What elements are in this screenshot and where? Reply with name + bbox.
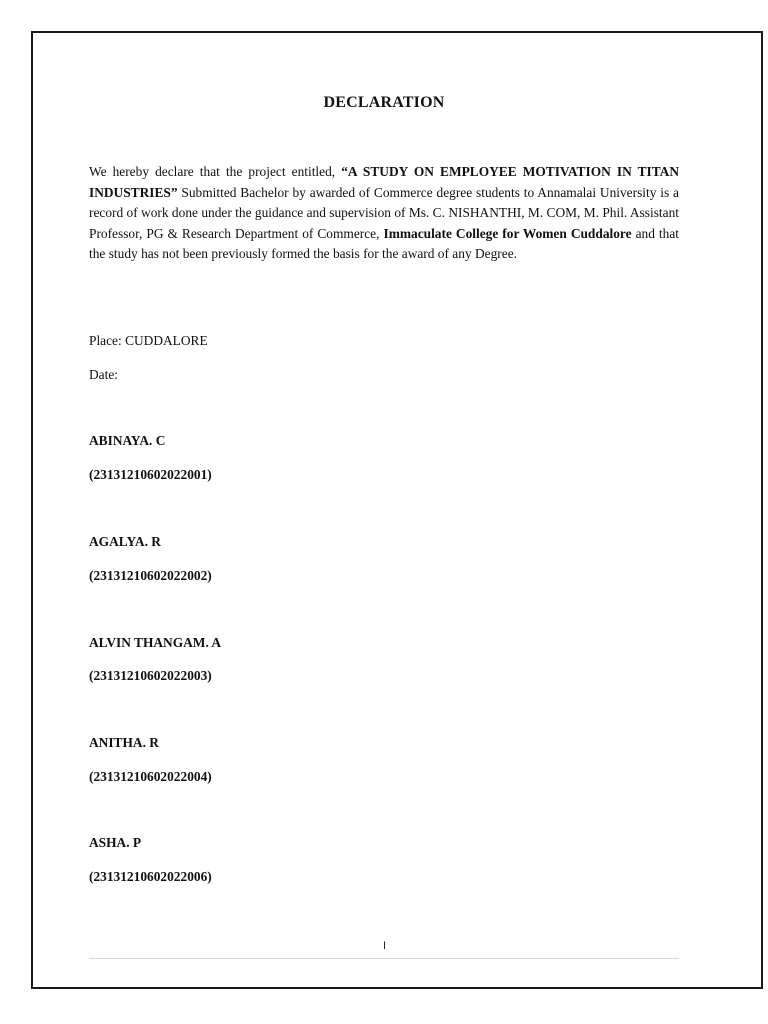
paragraph-text-1: We hereby declare that the project entitled, bbox=[89, 164, 342, 179]
student-reg-number: (23131210602022002) bbox=[89, 568, 212, 583]
student-reg-number: (23131210602022006) bbox=[89, 869, 212, 884]
student-reg-number: (23131210602022003) bbox=[89, 668, 212, 683]
place-line: Place: CUDDALORE bbox=[89, 333, 208, 348]
paragraph-text-3: and that the study has not been previously formed the basis for the award of any Degree. bbox=[89, 225, 680, 262]
page-title: DECLARATION bbox=[323, 94, 445, 111]
college-name: Immaculate College for Women Cuddalore bbox=[383, 225, 632, 241]
footer-rule bbox=[89, 958, 679, 959]
student-reg-number: (23131210602022004) bbox=[89, 769, 212, 784]
student-name: AGALYA. R bbox=[89, 534, 161, 549]
declaration-paragraph bbox=[89, 162, 679, 265]
paragraph-text-2: Submitted Bachelor by awarded of Commerce degree students to Annamalai University is a record of work done under the guidance and supervision of Ms. C. NISHANTHI, M. COM, M. Phil. Assistant Professor, PG & Research Department of Commerce, bbox=[89, 184, 679, 241]
date-line: Date: bbox=[89, 367, 118, 382]
student-name: ALVIN THANGAM. A bbox=[89, 635, 222, 650]
student-name: ABINAYA. C bbox=[89, 433, 166, 448]
project-title: “A STUDY ON EMPLOYEE MOTIVATION IN TITAN INDUSTRIES” bbox=[89, 164, 679, 200]
student-name: ANITHA. R bbox=[89, 735, 159, 750]
student-reg-number: (23131210602022001) bbox=[89, 467, 212, 482]
page-number: I bbox=[383, 940, 387, 952]
student-name: ASHA. P bbox=[89, 835, 142, 850]
